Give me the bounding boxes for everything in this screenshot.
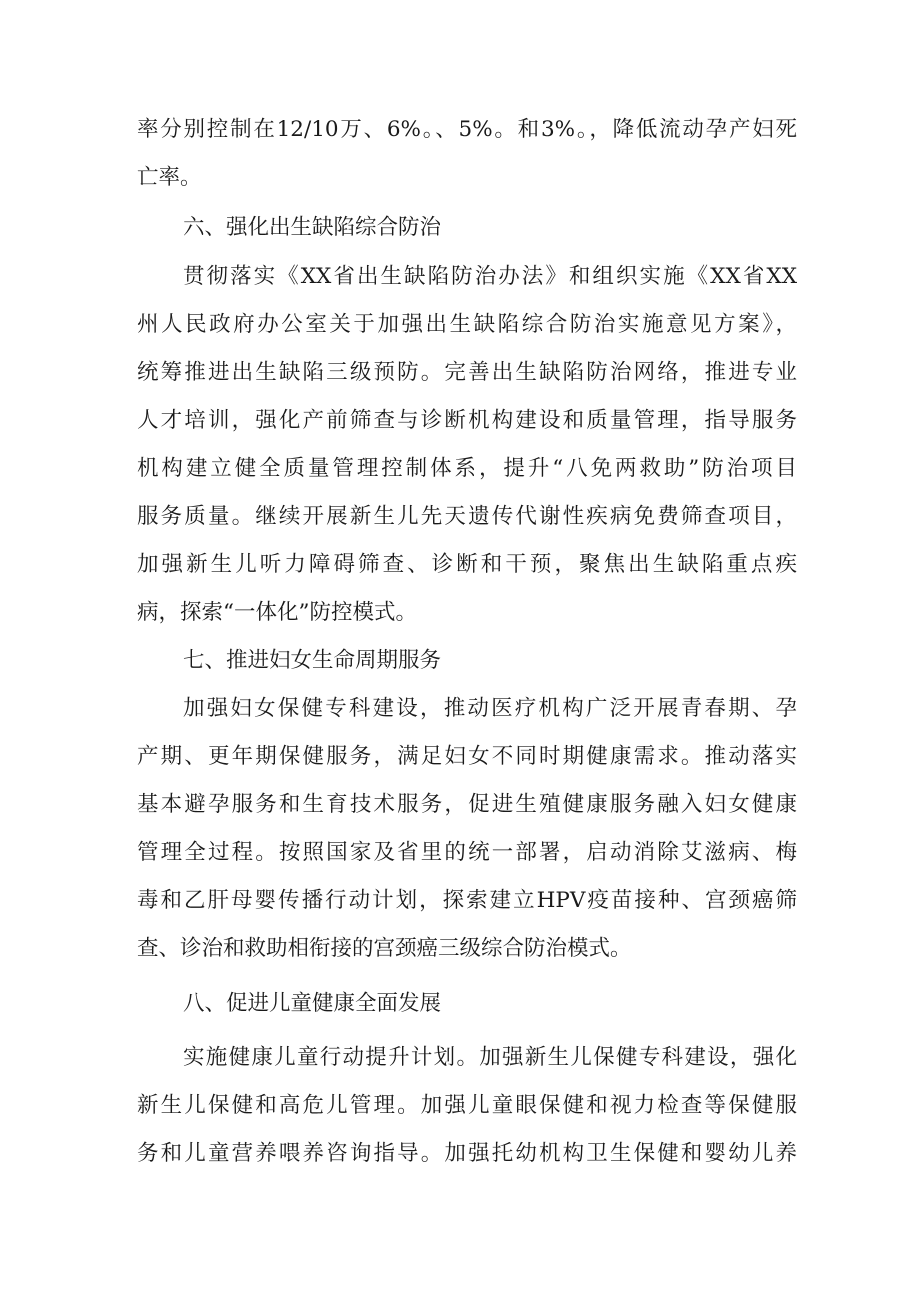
section-heading-6: 六、强化出生缺陷综合防治	[183, 215, 442, 240]
paragraph-line: 务和儿童营养喂养咨询指导。加强托幼机构卫生保健和婴幼儿养	[137, 1141, 797, 1166]
paragraph-line: 统筹推进出生缺陷三级预防。完善出生缺陷防治网络，推进专业	[137, 360, 797, 385]
paragraph-line: 产期、更年期保健服务，满足妇女不同时期健康需求。推动落实	[137, 744, 797, 769]
paragraph-line: 加强新生儿听力障碍筛查、诊断和干预，聚焦出生缺陷重点疾	[137, 552, 797, 577]
paragraph-line: 率分别控制在12/10万、6%。、5%。和3%。，降低流动孕产妇死	[137, 117, 797, 142]
paragraph-line: 贯彻落实《XX省出生缺陷防治办法》和组织实施《XX省XX	[183, 264, 797, 289]
paragraph-line: 管理全过程。按照国家及省里的统一部署，启动消除艾滋病、梅	[137, 840, 797, 865]
paragraph-line: 人才培训，强化产前筛查与诊断机构建设和质量管理，指导服务	[137, 408, 797, 433]
paragraph-line: 州人民政府办公室关于加强出生缺陷综合防治实施意见方案》，	[137, 312, 797, 337]
paragraph-line: 加强妇女保健专科建设，推动医疗机构广泛开展青春期、孕	[183, 696, 797, 721]
section-heading-8: 八、促进儿童健康全面发展	[183, 991, 442, 1016]
paragraph-line: 查、诊治和救助相衔接的宫颈癌三级综合防治模式。	[137, 936, 632, 961]
section-heading-7: 七、推进妇女生命周期服务	[183, 648, 442, 673]
paragraph-line: 新生儿保健和高危儿管理。加强儿童眼保健和视力检查等保健服	[137, 1093, 797, 1118]
paragraph-line: 基本避孕服务和生育技术服务，促进生殖健康服务融入妇女健康	[137, 792, 797, 817]
paragraph-line: 毒和乙肝母婴传播行动计划，探索建立HPV疫苗接种、宫颈癌筛	[137, 888, 797, 913]
paragraph-line: 病，探索“一体化”防控模式。	[137, 600, 417, 625]
paragraph-line: 亡率。	[137, 165, 202, 190]
paragraph-line: 机构建立健全质量管理控制体系，提升“八免两救助”防治项目	[137, 456, 797, 481]
paragraph-line: 实施健康儿童行动提升计划。加强新生儿保健专科建设，强化	[183, 1045, 797, 1070]
paragraph-line: 服务质量。继续开展新生儿先天遗传代谢性疾病免费筛查项目，	[137, 504, 797, 529]
